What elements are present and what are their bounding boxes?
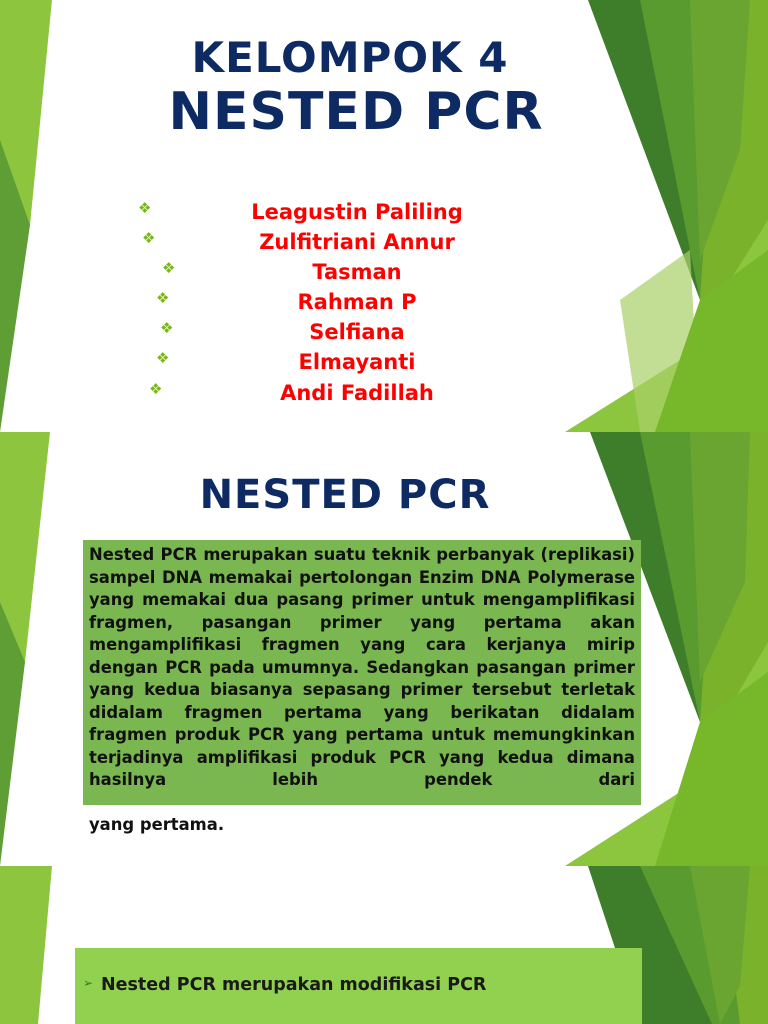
arrow-bullet-icon: ➢ [83, 976, 94, 990]
diamond-bullet-icon: ❖ [156, 289, 170, 307]
bullet-point: Nested PCR merupakan modifikasi PCR [101, 975, 487, 995]
list-item [0, 317, 714, 347]
diamond-bullet-icon: ❖ [138, 199, 152, 217]
slide-3 [0, 866, 768, 1024]
list-item [0, 378, 714, 408]
member-name: Elmayanti [298, 350, 416, 374]
member-name: Tasman [312, 260, 402, 284]
member-name: Andi Fadillah [280, 381, 434, 405]
member-name: Zulfitriani Annur [259, 230, 455, 254]
diamond-bullet-icon: ❖ [162, 259, 176, 277]
slide-1 [0, 0, 768, 432]
slide-2 [0, 432, 768, 866]
list-item [0, 197, 714, 227]
list-item [0, 257, 714, 287]
member-name: Leagustin Paliling [251, 200, 463, 224]
topic-title: NESTED PCR [168, 82, 544, 142]
slide-title: NESTED PCR [199, 472, 491, 518]
member-name: Rahman P [297, 290, 417, 314]
diamond-bullet-icon: ❖ [160, 319, 174, 337]
list-item [0, 347, 714, 377]
list-item [0, 227, 714, 257]
member-name: Selfiana [309, 320, 405, 344]
diamond-bullet-icon: ❖ [142, 229, 156, 247]
paragraph-end: yang pertama. [89, 815, 225, 834]
paragraph: Nested PCR merupakan suatu teknik perbanyak (replikasi) sampel DNA memakai pertolongan Enzim DNA Polymerase yang memakai dua pasang primer untuk mengamplifikasi fragmen, pasangan primer yang pertama akan mengamplifikasi fragmen yang cara kerjanya mirip dengan PCR pada umumnya. Sedangkan pasangan primer yang kedua biasanya sepasang primer tersebut terletak didalam fragmen pertama yang berikatan didalam fragmen produk PCR yang pertama untuk memungkinkan terjadinya amplifikasi produk PCR yang kedua dimana hasilnya lebih pendek dari [89, 545, 635, 789]
group-title: KELOMPOK 4 [191, 33, 509, 82]
diamond-bullet-icon: ❖ [156, 349, 170, 367]
list-item [0, 287, 714, 317]
diamond-bullet-icon: ❖ [149, 380, 163, 398]
